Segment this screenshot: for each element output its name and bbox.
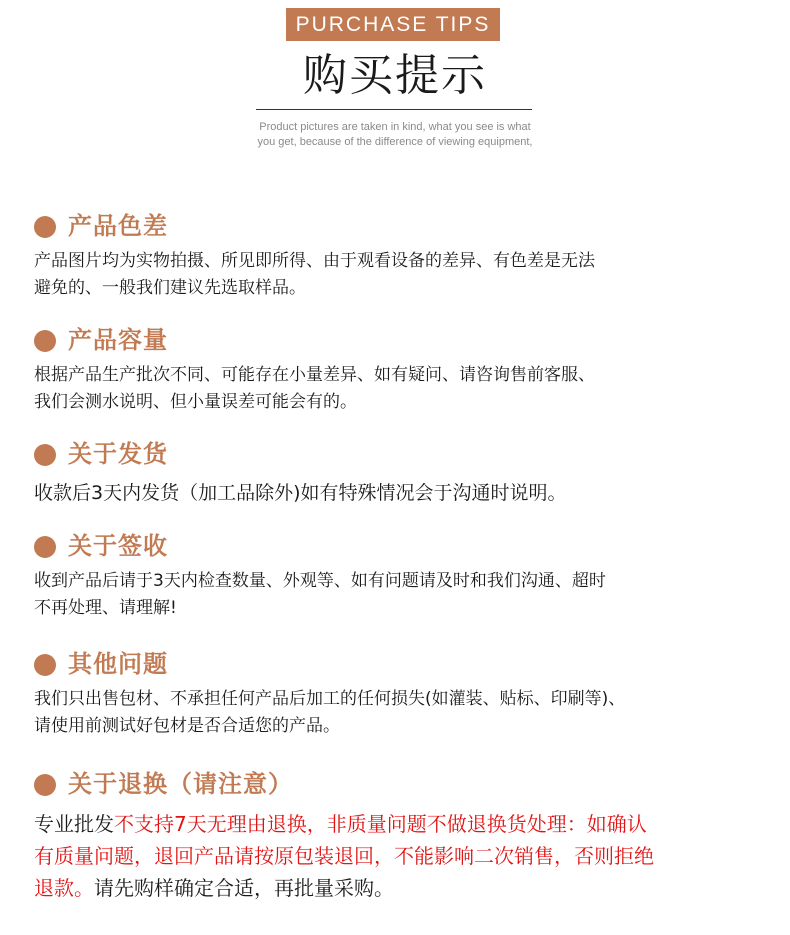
bullet-dot-icon (34, 774, 56, 796)
section-heading (34, 322, 764, 358)
bullet-dot-icon (34, 330, 56, 352)
bullet-dot-icon (34, 216, 56, 238)
section-title: 其他问题 (68, 650, 168, 678)
warning-text: 不支持7天无理由退换，非质量问题不做退换货处理：如确认 (114, 812, 647, 836)
text-line (34, 808, 764, 840)
section-title: 关于签收 (68, 532, 168, 560)
section-heading (34, 208, 764, 244)
text-line (34, 872, 764, 904)
text-line: 我们会测水说明、但小量误差可能会有的。 (34, 392, 357, 412)
section-title: 产品容量 (68, 326, 168, 354)
text-line: 我们只出售包材、不承担任何产品后加工的任何损失(如灌装、贴标、印刷等)、 (34, 689, 626, 709)
warning-text: 退款。 (34, 876, 94, 900)
text-line: 收到产品后请于3天内检查数量、外观等、如有问题请及时和我们沟通、超时 (34, 571, 606, 591)
section-text (34, 568, 764, 622)
text-line: 请使用前测试好包材是否合适您的产品。 (34, 716, 340, 736)
section-color-difference (34, 208, 764, 302)
returns-policy-text (34, 808, 764, 904)
text-line: 根据产品生产批次不同、可能存在小量差异、如有疑问、请咨询售前客服、 (34, 365, 595, 385)
section-other-issues (34, 646, 764, 740)
purchase-tips-badge: PURCHASE TIPS (286, 8, 500, 41)
title-underline (256, 109, 532, 110)
section-returns (34, 766, 764, 904)
section-title: 关于发货 (68, 440, 168, 468)
bullet-dot-icon (34, 444, 56, 466)
text-line: 产品图片均为实物拍摄、所见即所得、由于观看设备的差异、有色差是无法 (34, 251, 595, 271)
subtitle-line-1: Product pictures are taken in kind, what you see is what (259, 121, 531, 133)
section-heading (34, 766, 764, 802)
bullet-dot-icon (34, 654, 56, 676)
normal-text: 请先购样确定合适，再批量采购。 (94, 876, 394, 900)
page-header (0, 0, 790, 160)
subtitle-line-2: you get, because of the difference of viewing equipment, (257, 136, 533, 148)
section-receipt (34, 528, 764, 622)
page-title: 购买提示 (303, 50, 487, 101)
section-title: 产品色差 (68, 212, 168, 240)
section-heading (34, 436, 764, 472)
text-line: 避免的、一般我们建议先选取样品。 (34, 278, 306, 298)
warning-text: 有质量问题，退回产品请按原包装退回，不能影响二次销售，否则拒绝 (34, 844, 654, 868)
section-text (34, 362, 764, 416)
section-text (34, 686, 764, 740)
section-heading (34, 528, 764, 564)
bullet-dot-icon (34, 536, 56, 558)
section-text (34, 248, 764, 302)
normal-text: 专业批发 (34, 812, 114, 836)
section-capacity (34, 322, 764, 416)
page-subtitle (0, 120, 790, 150)
text-line: 收款后3天内发货（加工品除外)如有特殊情况会于沟通时说明。 (34, 482, 567, 504)
section-heading (34, 646, 764, 682)
section-text (34, 478, 764, 508)
text-line: 不再处理、请理解! (34, 598, 177, 618)
section-title: 关于退换（请注意） (68, 770, 293, 798)
section-shipping (34, 436, 764, 508)
